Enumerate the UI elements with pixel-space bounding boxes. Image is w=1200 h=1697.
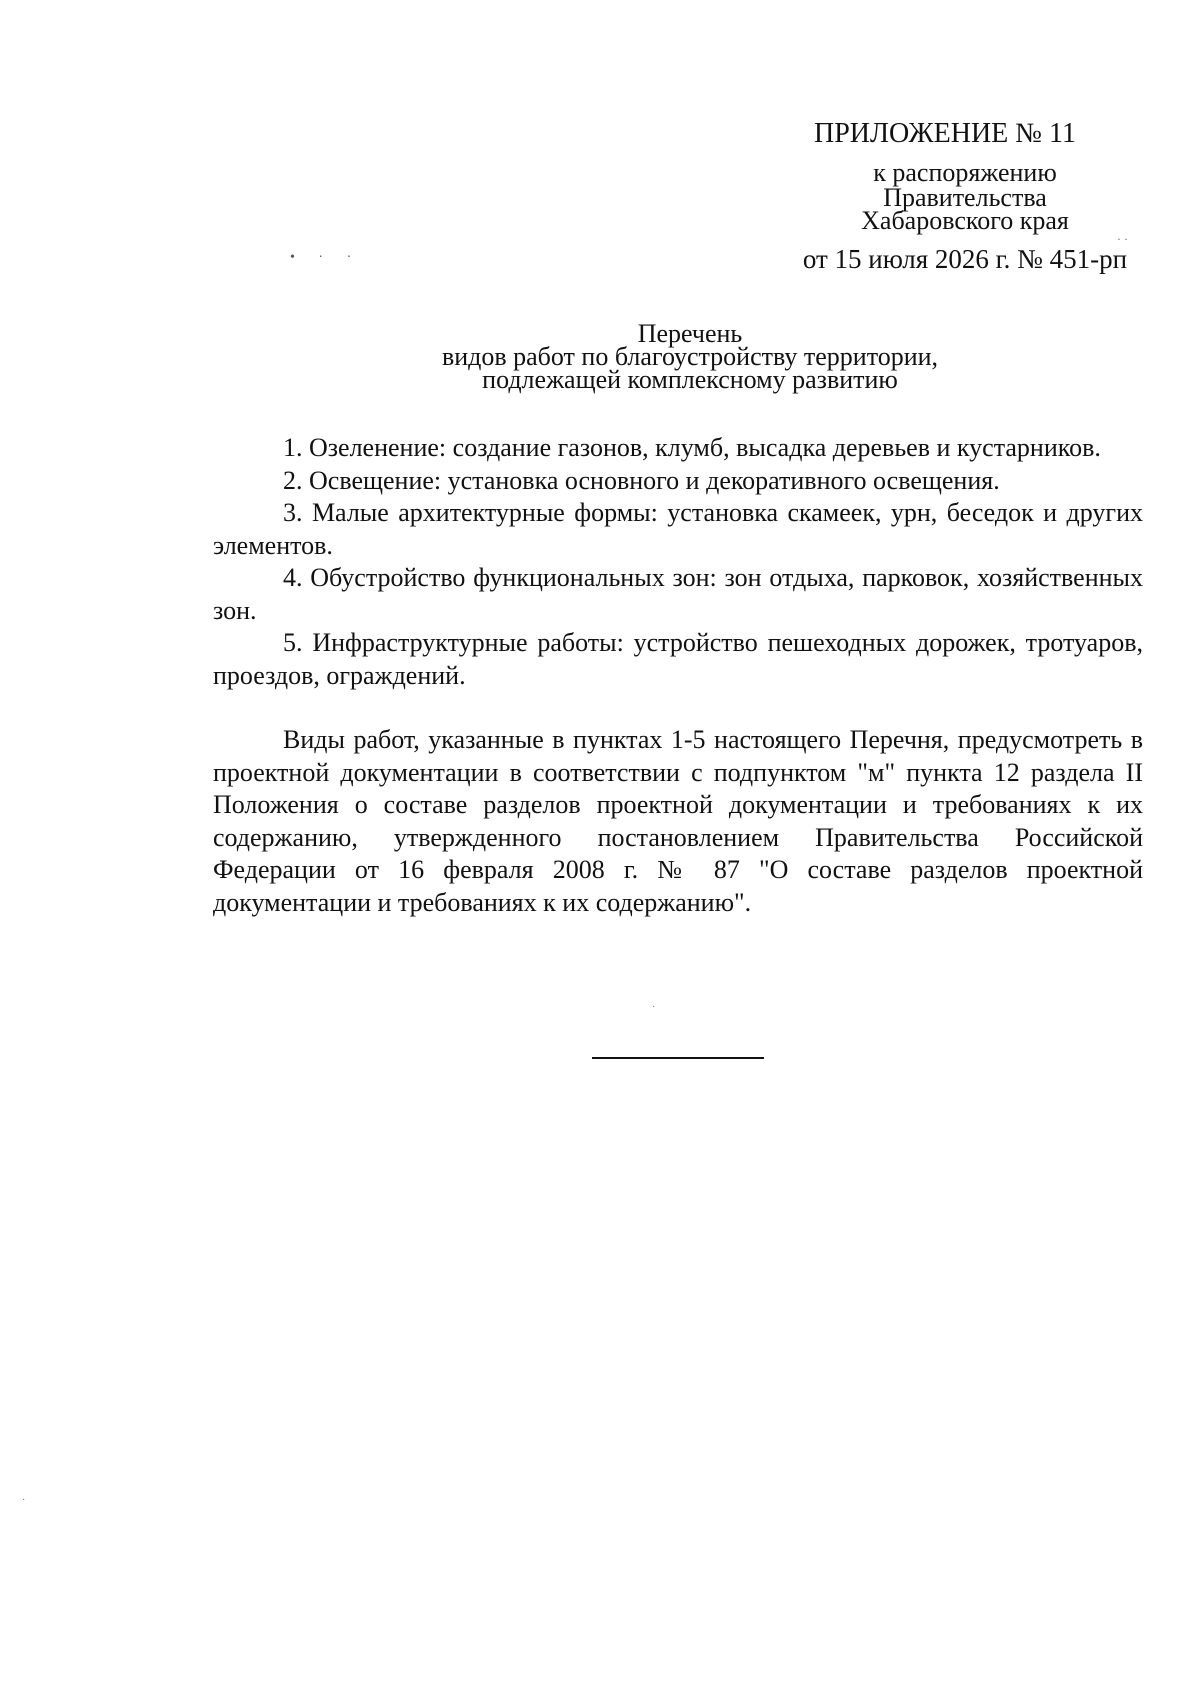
list-item: 2. Освещение: установка основного и декоративного освещения. xyxy=(283,465,1000,495)
document-body xyxy=(213,432,1143,919)
scan-artifact-dots-right: · · xyxy=(1117,232,1128,246)
document-heading xyxy=(340,319,1040,394)
appendix-title: ПРИЛОЖЕНИЕ № 11 xyxy=(814,118,1076,149)
list-item: 5. Инфраструктурные работы: устройство пешеходных дорожек, тротуаров, проездов, ограждений. xyxy=(213,628,1143,690)
heading-line-2: видов работ по благоустройству территории, xyxy=(441,342,939,371)
list-item: 1. Озеленение: создание газонов, клумб, высадка деревьев и кустарников. xyxy=(283,433,1101,462)
appendix-line-2: Правительства xyxy=(883,183,1047,212)
heading-line-1: Перечень xyxy=(637,319,743,348)
scan-artifact-dots: • · · xyxy=(290,250,362,265)
heading-line-3: подлежащей комплексному развитию xyxy=(482,365,898,394)
appendix-line-1: к распоряжению xyxy=(873,158,1057,187)
appendix-date-number: от 15 июля 2026 г. № 451-рп xyxy=(802,244,1128,274)
scan-artifact-mark: · xyxy=(22,1495,26,1506)
final-paragraph: Виды работ, указанные в пунктах 1-5 настоящего Перечня, предусмотреть в проектной документации в соответствии с подпунктом "м" пункта 12 раздела II Положения о составе разделов проектной документации и требованиях к их содержанию, утвержденного постановлением Правительства Российской Федерации от 16 февраля 2008 г. № 87 "О составе разделов проектной документации и требованиях к их содержанию". xyxy=(213,725,1143,917)
end-rule xyxy=(592,1057,764,1059)
list-item: 3. Малые архитектурные формы: установка скамеек, урн, беседок и других элементов. xyxy=(213,498,1143,560)
appendix-line-3: Хабаровского края xyxy=(861,206,1069,235)
list-item: 4. Обустройство функциональных зон: зон отдыха, парковок, хозяйственных зон. xyxy=(213,563,1143,625)
scan-artifact-mark: · xyxy=(652,1002,656,1013)
